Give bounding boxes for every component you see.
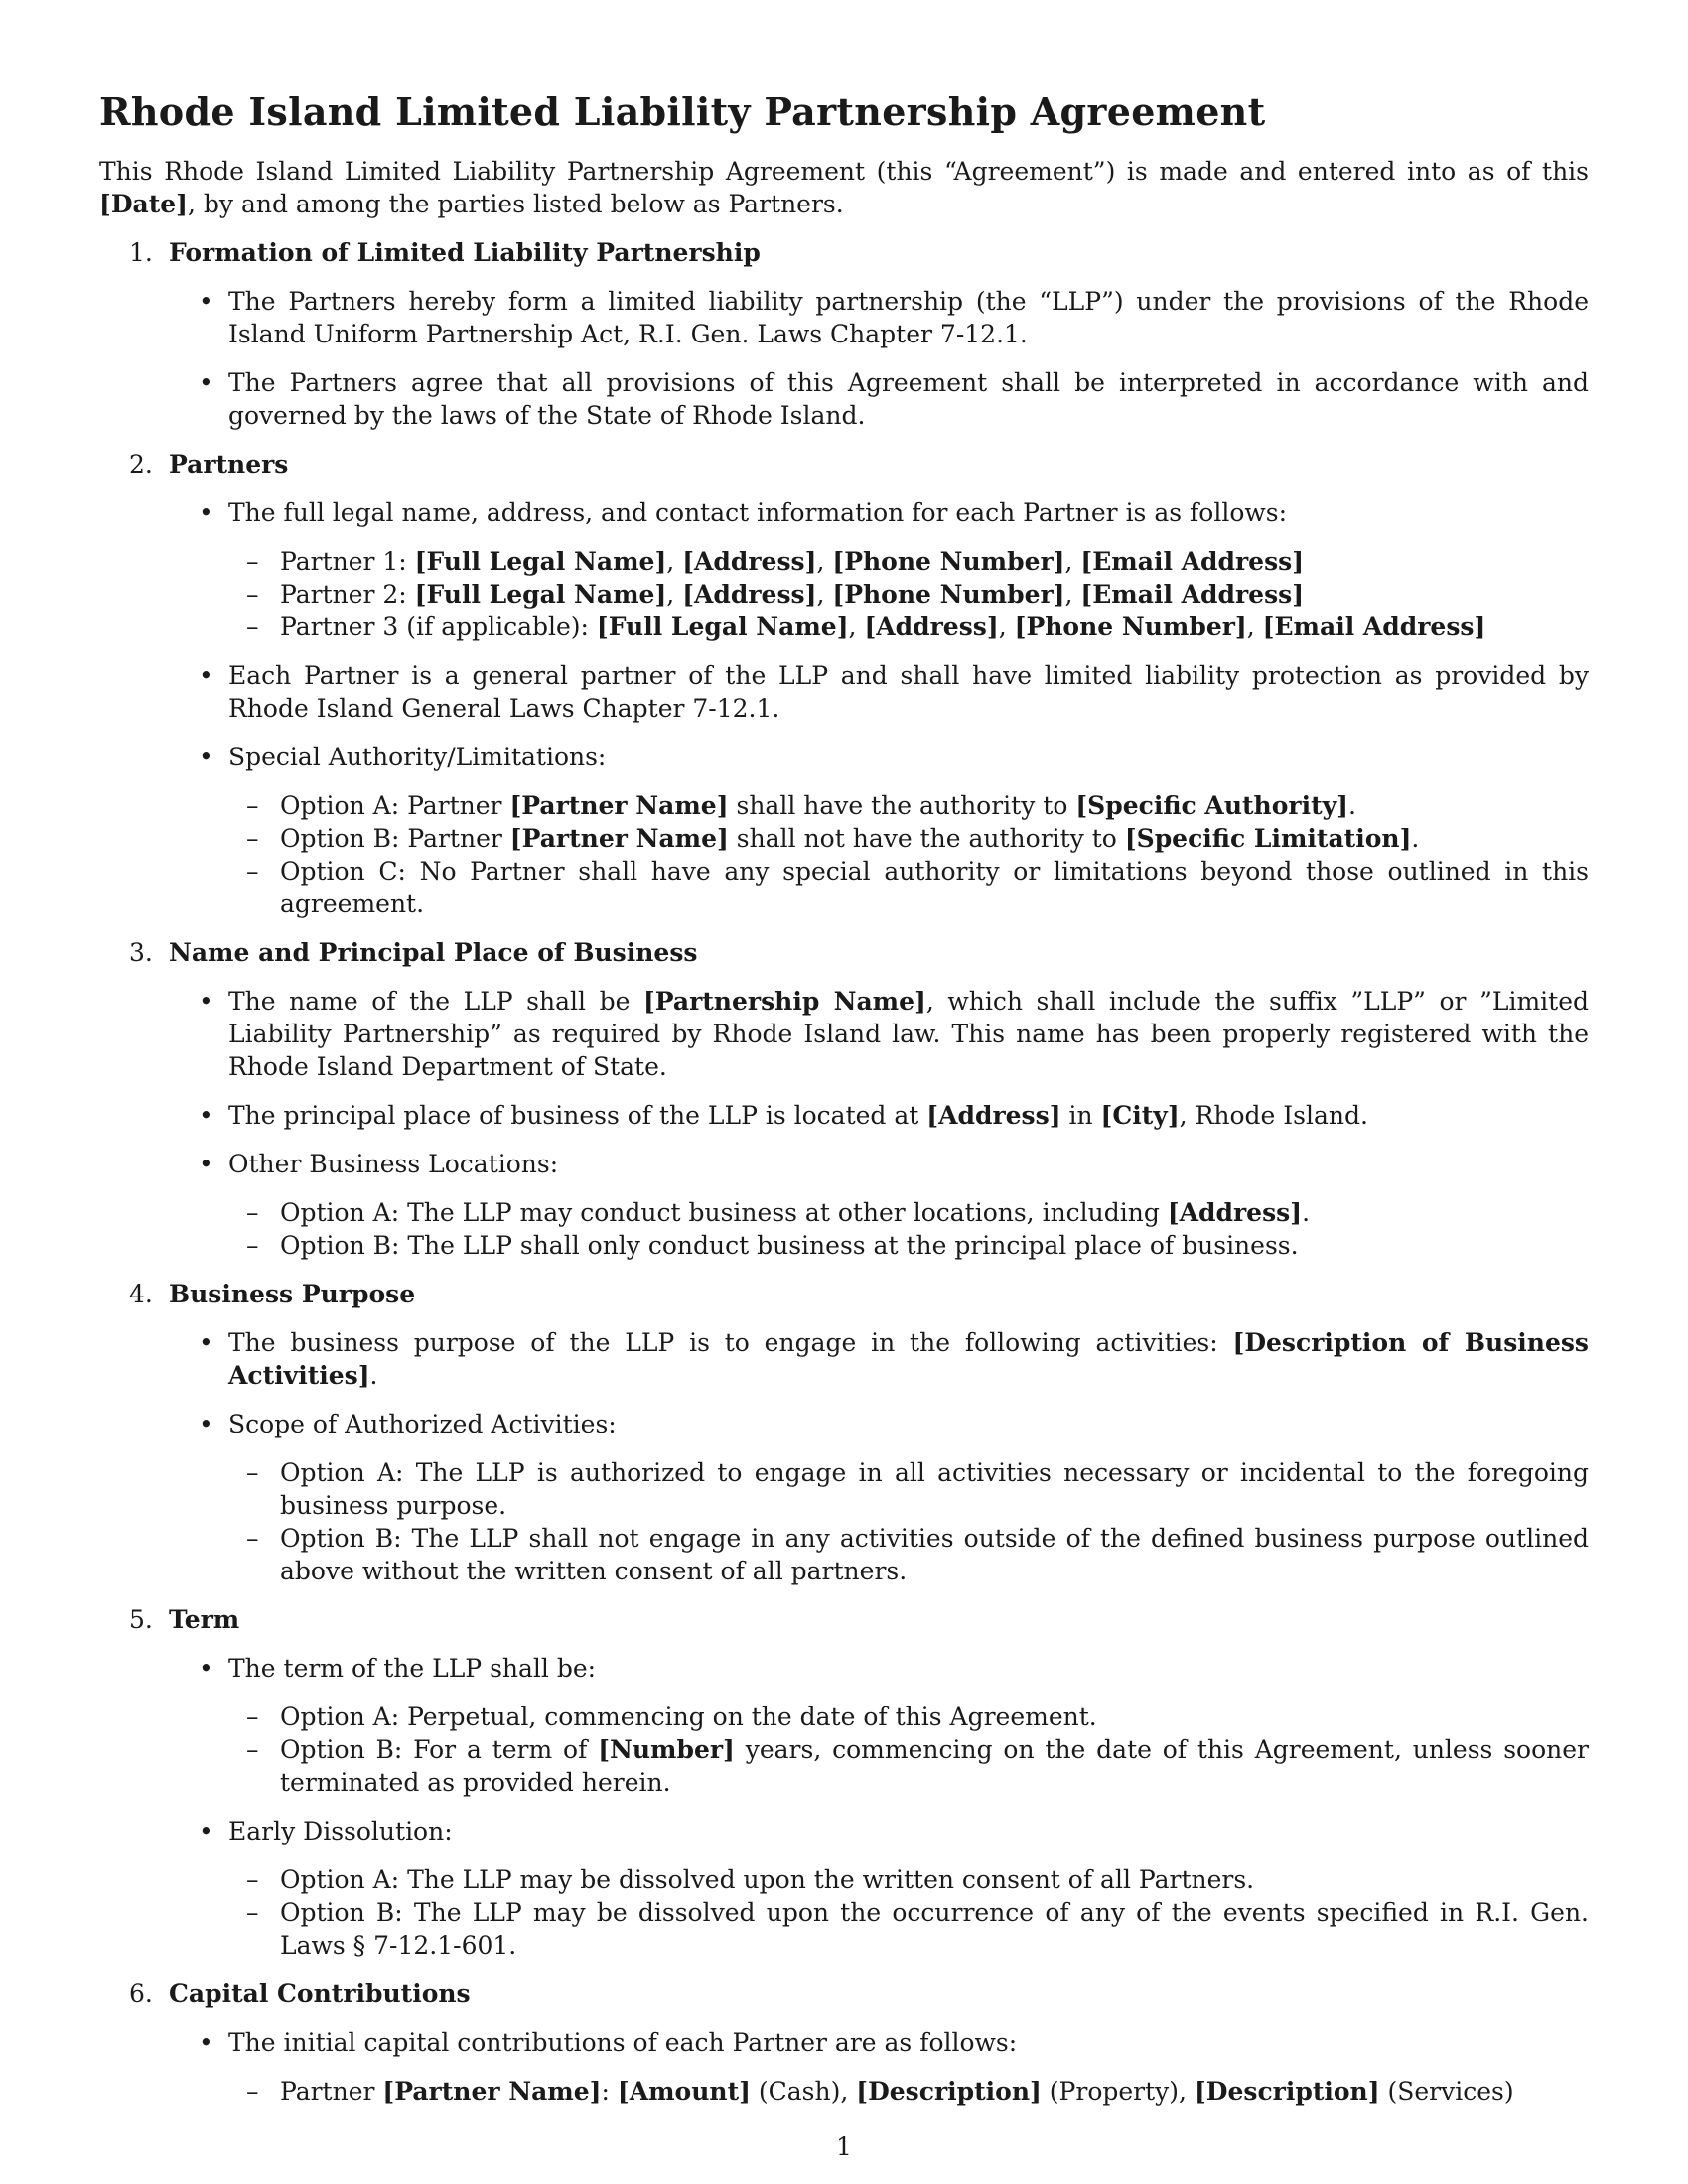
- dash-icon: –: [246, 1703, 259, 1731]
- bullet-icon: •: [199, 1654, 213, 1683]
- placeholder-field: [Partner Name]: [382, 2077, 602, 2106]
- section-number: 3.: [129, 938, 153, 967]
- section-item: [99, 1278, 1589, 1587]
- option-item: [228, 1863, 1589, 1896]
- section-item: [99, 448, 1589, 920]
- option-item: [228, 855, 1589, 920]
- placeholder-field: [Date]: [99, 190, 188, 218]
- document-title: Rhode Island Limited Liability Partnership Agreement: [99, 89, 1266, 134]
- section-item: [99, 936, 1589, 1262]
- bullet-list: [169, 1652, 1589, 1962]
- text-run: ,: [848, 613, 865, 641]
- dash-icon: –: [246, 824, 259, 853]
- bullet-list: [169, 2026, 1589, 2108]
- text-run: ,: [1246, 613, 1263, 641]
- placeholder-field: [Full Legal Name]: [414, 547, 667, 576]
- bullet-icon: •: [199, 661, 213, 690]
- placeholder-field: [Amount]: [617, 2077, 751, 2106]
- bullet-text: [228, 2026, 1589, 2059]
- placeholder-field: [Specific Limitation]: [1124, 824, 1412, 853]
- bullet-item: [169, 2026, 1589, 2108]
- text-run: , which shall include the suffix ”LLP” or ”Limited Liability Partnership” as required by Rhode Island law. This name has been properly registered with the Rhode Island Department of State.: [228, 987, 1589, 1081]
- section-item: [99, 1603, 1589, 1962]
- option-item: [228, 1229, 1589, 1262]
- bullet-text: [228, 741, 1589, 773]
- placeholder-field: [Full Legal Name]: [414, 580, 667, 609]
- dash-icon: –: [246, 1524, 259, 1553]
- option-text: [280, 1196, 1589, 1229]
- option-text: [280, 545, 1589, 578]
- text-run: , Rhode Island.: [1179, 1101, 1368, 1130]
- option-text: [280, 1863, 1589, 1896]
- text-run: Early Dissolution:: [228, 1817, 453, 1845]
- text-run: The initial capital contributions of each Partner are as follows:: [228, 2028, 1018, 2057]
- bullet-icon: •: [199, 287, 213, 316]
- text-run: years, commencing on the date of this Agreement, unless sooner terminated as provided herein.: [280, 1735, 1589, 1797]
- bullet-text: [228, 496, 1589, 529]
- dash-icon: –: [246, 580, 259, 609]
- option-list: [228, 1456, 1589, 1587]
- bullet-icon: •: [199, 1328, 213, 1357]
- bullet-item: [169, 1148, 1589, 1262]
- option-item: [228, 1896, 1589, 1962]
- text-run: Option A: Perpetual, commencing on the date of this Agreement.: [280, 1703, 1097, 1731]
- text-run: in: [1060, 1101, 1101, 1130]
- section-number: 5.: [129, 1605, 153, 1634]
- dash-icon: –: [246, 1458, 259, 1487]
- option-item: [228, 1701, 1589, 1733]
- page-number: 1: [836, 2132, 852, 2161]
- placeholder-field: [Email Address]: [1080, 547, 1305, 576]
- text-run: shall have the authority to: [728, 791, 1076, 820]
- text-run: Option A: The LLP may be dissolved upon the written consent of all Partners.: [280, 1865, 1255, 1894]
- option-text: [280, 611, 1589, 643]
- option-item: [228, 1196, 1589, 1229]
- text-run: The term of the LLP shall be:: [228, 1654, 597, 1683]
- document-page: [99, 89, 1589, 2123]
- text-run: ,: [998, 613, 1015, 641]
- text-run: ,: [666, 547, 683, 576]
- bullet-icon: •: [199, 743, 213, 771]
- placeholder-field: [Number]: [598, 1735, 735, 1764]
- section-heading: Formation of Limited Liability Partnership: [169, 238, 761, 267]
- text-run: .: [1411, 824, 1420, 853]
- dash-icon: –: [246, 1865, 259, 1894]
- bullet-text: [228, 1815, 1589, 1847]
- text-run: Partner 2:: [280, 580, 415, 609]
- option-list: [228, 2075, 1589, 2108]
- text-run: Option B: Partner: [280, 824, 510, 853]
- bullet-list: [169, 496, 1589, 920]
- text-run: Special Authority/Limitations:: [228, 743, 607, 771]
- option-text: [280, 1896, 1589, 1962]
- option-text: [280, 2075, 1589, 2108]
- text-run: Option A: Partner: [280, 791, 510, 820]
- option-item: [228, 545, 1589, 578]
- text-run: :: [601, 2077, 618, 2106]
- bullet-item: [169, 1326, 1589, 1392]
- dash-icon: –: [246, 1898, 259, 1927]
- placeholder-field: [Partner Name]: [509, 791, 729, 820]
- option-text: [280, 855, 1589, 920]
- text-run: Option B: The LLP may be dissolved upon the occurrence of any of the events specified in R.I. Gen. Laws § 7-12.1-601.: [280, 1898, 1589, 1960]
- section-item: [99, 236, 1589, 432]
- section-number: 6.: [129, 1979, 153, 2008]
- text-run: ,: [666, 580, 683, 609]
- placeholder-field: [Description]: [1194, 2077, 1380, 2106]
- section-heading: Capital Contributions: [169, 1979, 471, 2008]
- bullet-text: [228, 1099, 1589, 1132]
- bullet-icon: •: [199, 1101, 213, 1130]
- bullet-list: [169, 1326, 1589, 1587]
- bullet-item: [169, 1815, 1589, 1962]
- text-run: Option A: The LLP is authorized to engage in all activities necessary or incidental to the foregoing business purpose.: [280, 1458, 1589, 1520]
- text-run: The business purpose of the LLP is to engage in the following activities:: [228, 1328, 1233, 1357]
- option-list: [228, 545, 1589, 643]
- section-number: 1.: [129, 238, 153, 267]
- placeholder-field: [Address]: [682, 580, 817, 609]
- text-run: The Partners hereby form a limited liability partnership (the “LLP”) under the provisions of the Rhode Island Uniform Partnership Act, R.I. Gen. Laws Chapter 7-12.1.: [228, 287, 1589, 348]
- placeholder-field: [Address]: [926, 1101, 1061, 1130]
- placeholder-field: [City]: [1100, 1101, 1180, 1130]
- bullet-text: [228, 1326, 1589, 1392]
- text-run: ,: [816, 580, 833, 609]
- placeholder-field: [Full Legal Name]: [596, 613, 849, 641]
- text-run: Each Partner is a general partner of the LLP and shall have limited liability protection as provided by Rhode Island General Laws Chapter 7-12.1.: [228, 661, 1589, 723]
- dash-icon: –: [246, 547, 259, 576]
- option-text: [280, 578, 1589, 611]
- bullet-icon: •: [199, 498, 213, 527]
- text-run: The full legal name, address, and contact information for each Partner is as follows:: [228, 498, 1288, 527]
- bullet-text: [228, 1148, 1589, 1180]
- text-run: The Partners agree that all provisions of this Agreement shall be interpreted in accordance with and governed by the laws of the State of Rhode Island.: [228, 368, 1589, 430]
- text-run: (Cash),: [750, 2077, 857, 2106]
- placeholder-field: [Partner Name]: [509, 824, 729, 853]
- text-run: Scope of Authorized Activities:: [228, 1410, 617, 1438]
- text-run: shall not have the authority to: [728, 824, 1125, 853]
- text-run: Partner 3 (if applicable):: [280, 613, 597, 641]
- bullet-text: [228, 1652, 1589, 1685]
- text-run: Option B: The LLP shall not engage in any activities outside of the defined business purpose outlined above without the written consent of all partners.: [280, 1524, 1589, 1585]
- text-run: Partner 1:: [280, 547, 415, 576]
- text-run: Other Business Locations:: [228, 1150, 559, 1178]
- bullet-text: [228, 366, 1589, 432]
- option-text: [280, 1229, 1589, 1262]
- bullet-item: [169, 285, 1589, 350]
- dash-icon: –: [246, 857, 259, 886]
- bullet-item: [169, 985, 1589, 1083]
- text-run: .: [1302, 1198, 1311, 1227]
- option-item: [228, 1456, 1589, 1522]
- option-list: [228, 1863, 1589, 1962]
- intro-paragraph: [99, 155, 1589, 220]
- section-list: [99, 236, 1589, 2108]
- bullet-text: [228, 659, 1589, 725]
- placeholder-field: [Partnership Name]: [642, 987, 926, 1016]
- option-item: [228, 578, 1589, 611]
- section-number: 4.: [129, 1280, 153, 1308]
- section-heading: Name and Principal Place of Business: [169, 938, 698, 967]
- text-run: Option C: No Partner shall have any special authority or limitations beyond those outlined in this agreement.: [280, 857, 1589, 918]
- bullet-item: [169, 1099, 1589, 1132]
- placeholder-field: [Specific Authority]: [1075, 791, 1348, 820]
- text-run: Option B: The LLP shall only conduct business at the principal place of business.: [280, 1231, 1299, 1260]
- dash-icon: –: [246, 2077, 259, 2106]
- bullet-icon: •: [199, 987, 213, 1016]
- text-run: Option A: The LLP may conduct business at other locations, including: [280, 1198, 1168, 1227]
- placeholder-field: [Address]: [682, 547, 817, 576]
- text-run: , by and among the parties listed below as Partners.: [188, 190, 844, 218]
- bullet-item: [169, 659, 1589, 725]
- bullet-item: [169, 496, 1589, 643]
- placeholder-field: [Phone Number]: [832, 580, 1065, 609]
- placeholder-field: [Description of Business Activities]: [228, 1328, 1589, 1390]
- bullet-text: [228, 1408, 1589, 1440]
- placeholder-field: [Address]: [1167, 1198, 1303, 1227]
- option-list: [228, 789, 1589, 920]
- text-run: Partner: [280, 2077, 383, 2106]
- section-item: [99, 1978, 1589, 2108]
- option-item: [228, 2075, 1589, 2108]
- bullet-text: [228, 985, 1589, 1083]
- text-run: (Services): [1379, 2077, 1514, 2106]
- option-list: [228, 1196, 1589, 1262]
- option-item: [228, 822, 1589, 855]
- option-item: [228, 1522, 1589, 1587]
- placeholder-field: [Email Address]: [1262, 613, 1486, 641]
- text-run: .: [1347, 791, 1356, 820]
- placeholder-field: [Phone Number]: [1014, 613, 1247, 641]
- bullet-icon: •: [199, 1150, 213, 1178]
- bullet-item: [169, 366, 1589, 432]
- option-text: [280, 1522, 1589, 1587]
- placeholder-field: [Address]: [864, 613, 999, 641]
- option-item: [228, 611, 1589, 643]
- option-text: [280, 1456, 1589, 1522]
- section-heading: Term: [169, 1605, 240, 1634]
- dash-icon: –: [246, 1198, 259, 1227]
- text-run: ,: [1064, 547, 1081, 576]
- bullet-item: [169, 741, 1589, 920]
- bullet-list: [169, 985, 1589, 1262]
- text-run: ,: [1064, 580, 1081, 609]
- bullet-icon: •: [199, 2028, 213, 2057]
- placeholder-field: [Email Address]: [1080, 580, 1305, 609]
- dash-icon: –: [246, 1231, 259, 1260]
- dash-icon: –: [246, 791, 259, 820]
- bullet-icon: •: [199, 368, 213, 397]
- text-run: (Property),: [1041, 2077, 1195, 2106]
- section-heading: Business Purpose: [169, 1280, 416, 1308]
- text-run: Option B: For a term of: [280, 1735, 599, 1764]
- bullet-item: [169, 1408, 1589, 1587]
- bullet-list: [169, 285, 1589, 432]
- text-run: This Rhode Island Limited Liability Partnership Agreement (this “Agreement”) is made and entered into as of this: [99, 157, 1589, 186]
- section-number: 2.: [129, 450, 153, 478]
- text-run: .: [369, 1361, 378, 1390]
- option-list: [228, 1701, 1589, 1799]
- option-text: [280, 822, 1589, 855]
- dash-icon: –: [246, 613, 259, 641]
- bullet-text: [228, 285, 1589, 350]
- bullet-icon: •: [199, 1817, 213, 1845]
- section-heading: Partners: [169, 450, 289, 478]
- option-item: [228, 789, 1589, 822]
- dash-icon: –: [246, 1735, 259, 1764]
- text-run: ,: [816, 547, 833, 576]
- placeholder-field: [Phone Number]: [832, 547, 1065, 576]
- option-item: [228, 1733, 1589, 1799]
- bullet-item: [169, 1652, 1589, 1799]
- option-text: [280, 1733, 1589, 1799]
- text-run: The principal place of business of the LLP is located at: [228, 1101, 927, 1130]
- option-text: [280, 789, 1589, 822]
- option-text: [280, 1701, 1589, 1733]
- placeholder-field: [Description]: [856, 2077, 1042, 2106]
- text-run: The name of the LLP shall be: [228, 987, 643, 1016]
- bullet-icon: •: [199, 1410, 213, 1438]
